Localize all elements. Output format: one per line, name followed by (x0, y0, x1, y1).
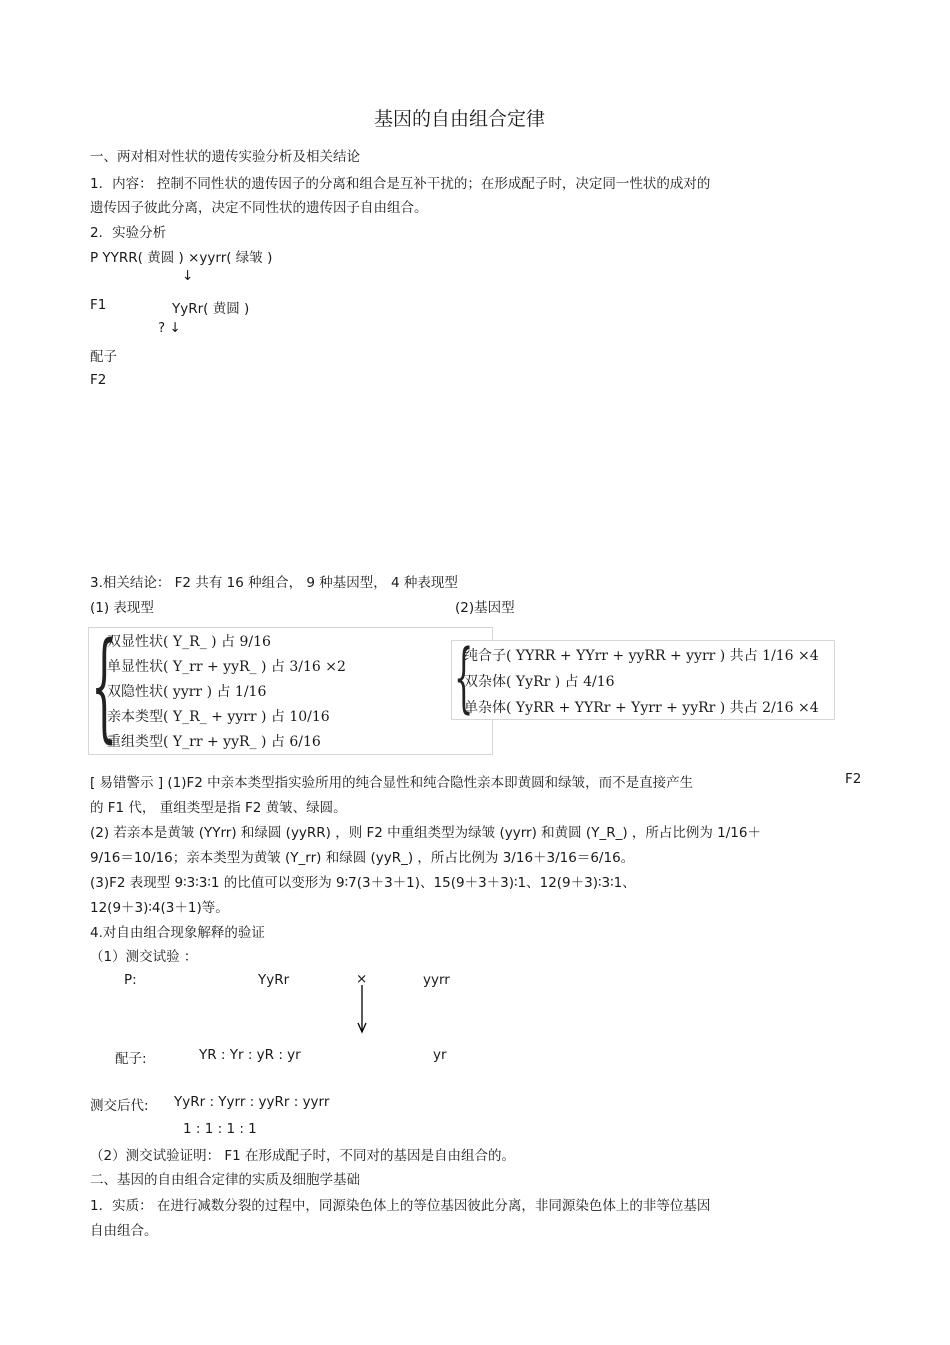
phenotype-item: 双隐性状( yyrr ) 占 1/16 (107, 684, 267, 700)
genotype-item: 双杂体( YyRr ) 占 4/16 (464, 674, 615, 690)
conclusion-line: 3.相关结论： F2 共有 16 种组合， 9 种基因型， 4 种表现型 (90, 575, 458, 591)
testcross-parent-2: yyrr (423, 972, 450, 988)
analysis-heading: 2．实验分析 (90, 225, 167, 241)
testcross-gamete-label: 配子: (115, 1051, 147, 1067)
testcross-heading: （1）测交试验 ： (90, 949, 198, 965)
warning-line-2: 的 F1 代， 重组类型是指 F2 黄皱、绿圆。 (90, 800, 347, 816)
phenotype-item: 重组类型( Y_rr + yyR_ ) 占 6/16 (107, 734, 321, 750)
genotype-heading: (2)基因型 (455, 600, 515, 616)
warning-line-1: [ 易错警示 ] (1)F2 中亲本类型指实验所用的纯合显性和纯合隐性亲本即黄圆和绿皱，而不是直接产生 (90, 775, 694, 791)
warning-line-1-end: F2 (845, 771, 862, 787)
f2-label: F2 (90, 372, 107, 388)
f1-label: F1 (90, 297, 107, 313)
cross-symbol: × (356, 971, 368, 987)
left-brace: { (454, 632, 474, 721)
content-line-2: 遗传因子彼此分离，决定不同性状的遗传因子自由组合。 (90, 200, 428, 216)
p-generation-row: P YYRR( 黄圆 ) ×yyrr( 绿皱 ) (90, 250, 273, 266)
phenotype-item: 单显性状( Y_rr + yyR_ ) 占 3/16 ×2 (107, 659, 346, 675)
warning-line-5: (3)F2 表现型 9∶3∶3∶1 的比值可以变形为 9∶7(3＋3＋1)、15(9＋3＋3)∶1、12(9＋3)∶3∶1、 (90, 875, 636, 891)
testcross-ratio: 1 : 1 : 1 : 1 (183, 1121, 257, 1137)
content-line-1: 1．内容： 控制不同性状的遗传因子的分离和组合是互补干扰的；在形成配子时，决定同一性状的成对的 (90, 176, 711, 192)
essence-line-1: 1．实质： 在进行减数分裂的过程中，同源染色体上的等位基因彼此分离，非同源染色体上的非等位基因 (90, 1198, 711, 1214)
genotype-item: 单杂体( YyRR + YYRr + Yyrr + yyRr ) 共占 2/16 ×4 (464, 700, 819, 716)
phenotype-heading: (1) 表现型 (90, 600, 154, 616)
left-brace: { (91, 616, 118, 754)
f1-value: YyRr( 黄圆 ) (172, 301, 250, 317)
testcross-offspring: YyRr : Yyrr : yyRr : yyrr (174, 1094, 330, 1110)
phenotype-item: 双显性状( Y_R_ ) 占 9/16 (107, 634, 271, 650)
warning-line-4: 9/16＝10/16；亲本类型为黄皱 (Y_rr) 和绿圆 (yyR_) ，所占比例为 3/16＋3/16＝6/16。 (90, 850, 635, 866)
down-arrow-icon (354, 985, 370, 1035)
testcross-parent-1: YyRr (258, 972, 290, 988)
essence-line-2: 自由组合。 (90, 1223, 158, 1239)
genotype-box (451, 632, 835, 721)
testcross-p-label: P: (124, 972, 137, 988)
testcross-proof: （2）测交试验证明： F1 在形成配子时，不同对的基因是自由组合的。 (90, 1148, 516, 1164)
verify-heading: 4.对自由组合现象解释的验证 (90, 925, 265, 941)
genotype-item: 纯合子( YYRR + YYrr + yyRR + yyrr ) 共占 1/16 ×4 (464, 648, 819, 664)
testcross-offspring-label: 测交后代: (90, 1098, 149, 1114)
page-title: 基因的自由组合定律 (374, 108, 546, 130)
down-arrow: ↓ (182, 268, 194, 284)
warning-line-6: 12(9＋3)∶4(3＋1)等。 (90, 900, 229, 916)
phenotype-item: 亲本类型( Y_R_ + yyrr ) 占 10/16 (107, 709, 330, 725)
testcross-gametes-2: yr (433, 1047, 447, 1063)
f1-arrow: ? ↓ (158, 320, 181, 336)
warning-line-3: (2) 若亲本是黄皱 (YYrr) 和绿圆 (yyRR) ，则 F2 中重组类型为绿皱 (yyrr) 和黄圆 (Y_R_) ，所占比例为 1/16＋ (90, 825, 761, 841)
testcross-gametes-1: YR : Yr : yR : yr (199, 1047, 301, 1063)
section2-heading: 二、基因的自由组合定律的实质及细胞学基础 (90, 1172, 360, 1188)
gamete-label: 配子 (90, 349, 117, 365)
section1-heading: 一、两对相对性状的遗传实验分析及相关结论 (90, 149, 360, 165)
phenotype-box (88, 616, 493, 755)
